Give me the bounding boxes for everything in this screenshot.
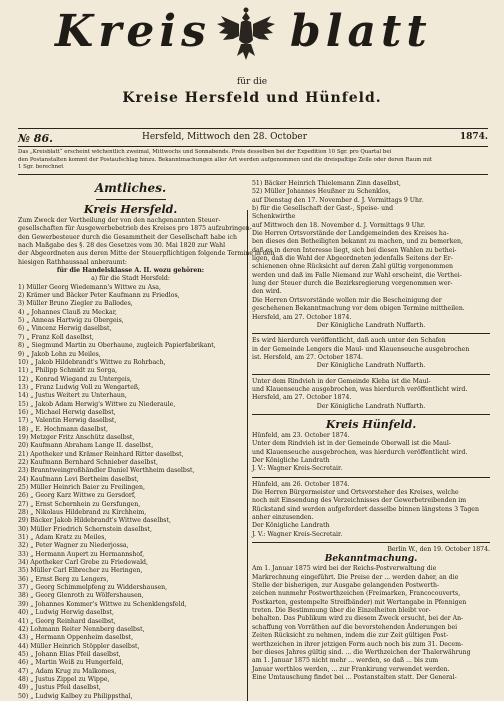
right-text-line: Hünfeld, am 26. October 1874. — [252, 480, 350, 488]
intro-line: der Abgeordneten aus deren Mitte der Steuerpflichtigen folgende Termine in den — [18, 250, 275, 258]
right-text-line: auf Dienstag den 17. November d. J. Vormittags 9 Uhr. — [252, 196, 424, 204]
entry-line: 14) „ Justus Weitert zu Unterhaun, — [18, 392, 127, 400]
masthead-fuer: für die — [236, 77, 268, 87]
right-text-line: schaffung von Vorräthen auf die bevorstehenden Änderungen bei — [252, 623, 458, 631]
entry-line: 25) Müller Heinrich Baier zu Freilingen, — [18, 484, 145, 491]
right-text-line: den wird. — [252, 288, 282, 296]
right-text-line: ben dieses den Betheiligten bekannt zu machen, und zu bemerken, — [252, 238, 463, 246]
entry-line: 36) „ Ernst Berg zu Lengers, — [18, 575, 109, 583]
right-text-line: in der Gemeinde Lengers die Maul- und Klauenseuche ausgebrochen — [252, 345, 470, 353]
masthead-title-right: blatt — [290, 6, 432, 57]
entry-line: 11) „ Philipp Schmidt zu Sorga, — [18, 367, 118, 375]
right-text-line: Unter dem Rindvieh ist in der Gemeinde Oberwall ist die Maul- — [252, 440, 451, 448]
right-text-line: Es wird hierdurch veröffentlicht, daß auch unter den Schafen — [252, 337, 446, 345]
right-text-line: lung der Steuer durch die Bezirksregierung vorgenommen wer- — [252, 280, 453, 288]
entry-line: 45) „ Johann Elias Pfeil daselbst, — [18, 650, 121, 658]
entry-line: 8) „ Siegmund Martin zu Oberhaune, zugleich Papierfabrikant, — [18, 342, 216, 350]
right-text-line: geschehenen Bekanntmachung vor dem obigen Termine mittheilen. — [252, 305, 465, 313]
entry-line: 37) „ Georg Schimmelpfeng zu Widdershausen, — [18, 584, 168, 592]
right-text-line: Postkarten, gestempelte Streifbänder) mit Wertangabe in Pfennigen — [252, 598, 467, 606]
bekanntmachung-heading: Bekanntmachung. — [324, 554, 418, 565]
intro-line: hiesigen Rathhaussaal anberaumt: — [18, 258, 128, 266]
entry-line: 20) Kaufmann Abraham Lange II. daselbst, — [18, 442, 154, 450]
right-text-line: Die Herren Bürgermeister und Ortsvorsteher des Kreises, welche — [252, 489, 459, 496]
huenfeld-notice-2 — [252, 481, 490, 539]
right-text-line: 52) Müller Johannes Heußner zu Schenklos, — [252, 188, 391, 196]
intro-line: Zum Zweck der Vertheilung der von den nachgenannten Steuer- — [18, 217, 221, 224]
section-heading: Amtliches. — [94, 181, 167, 195]
right-text-line: Der Königliche Landrath — [252, 456, 330, 464]
right-text-line: Hünfeld, am 23. October 1874. — [252, 431, 350, 439]
signature: Der Königliche Landrath Nuffarth. — [316, 321, 426, 329]
right-text-line: und Klauenseuche ausgebrochen, was hierdurch veröffentlicht wird. — [252, 385, 468, 393]
bekanntmachung-text — [252, 565, 490, 682]
entry-line: 9) „ Jakob Lohn zu Meiles, — [18, 350, 101, 358]
section-rule — [252, 414, 490, 415]
heading-rule — [96, 199, 166, 200]
kreis-heading: Kreis Hersfeld. — [83, 203, 178, 216]
entry-line: 30) Müller Friedrich Schernstein daselbst, — [18, 525, 152, 533]
entry-line: 12) „ Konrad Wiegand zu Untergeis, — [18, 375, 132, 383]
right-text-line: schienenen ohne Rücksicht auf deren Zahl gültig vorgenommen — [252, 263, 454, 271]
right-text-line: ber dieses Jahres gültig sind. ... die Werthzeichen der Thalerwährung — [252, 648, 471, 656]
entry-line: 2) Krämer und Bäcker Peter Kaufmann zu Friedlos, — [18, 292, 180, 300]
entry-line: 23) Branntweingroßhändler Daniel Werthheim daselbst, — [18, 467, 195, 475]
entry-line: 3) Müller Bruno Ziegler zu Ballodes, — [18, 300, 133, 308]
notice-line: 1 Sgr. berechnet — [18, 164, 64, 170]
entry-line: 26) „ Georg Karz Wittwe zu Gersdorf, — [18, 492, 136, 500]
entry-line: 10) „ Jakob Hildebrandt's Wittwe zu Rohrbach, — [18, 358, 166, 366]
right-text-line: J. V.: Wagner Kreis-Secretair. — [252, 465, 343, 473]
right-text-line: am 1. Januar 1875 nicht mehr ... werden, so daß ... bis zum — [252, 657, 439, 665]
right-column — [252, 180, 490, 682]
intro-text — [18, 217, 275, 284]
entry-line: 16) „ Michael Herwig daselbst, — [18, 408, 116, 416]
entry-line: 22) Kaufmann Bernhard Schnieber daselbst, — [18, 458, 158, 466]
entry-line: 35) Müller Carl Elbrecher zu Heringen, — [18, 567, 143, 575]
right-text-line: werthzeichen in ihrer jetzigen Form auch noch bis zum 31. Decem- — [252, 640, 464, 648]
section-rule — [252, 374, 490, 375]
right-text-line: Unter dem Rindvieh in der Gemeinde Kleba ist die Maul- — [252, 377, 431, 385]
entry-line: 18) „ E. Hochmann daselbst, — [18, 425, 108, 433]
entry-line: 39) „ Johannes Kommer's Wittwe zu Schenklengsfeld, — [18, 600, 187, 608]
subscription-notice — [18, 149, 488, 172]
masthead — [0, 0, 504, 130]
section-rule — [252, 477, 490, 478]
notice-line: Das „Kreisblatt“ erscheint wöchentlich zweimal, Mittwochs und Sonnabends. Preis desselben bei der Expedition 10 Sgr. pro Quartal bei — [18, 149, 392, 155]
entry-line: 46) „ Martin Weiß zu Hungerfeld, — [18, 659, 124, 667]
right-text-line: Zeiten Rücksicht zu nehmen, indem die zur Zeit gültigen Post- — [252, 632, 449, 640]
masthead-title-left: Kreis — [55, 6, 211, 57]
section-rule — [252, 542, 490, 543]
right-text-line: treten. Die Bestimmung über die Einzelheiten bleibt vor- — [252, 607, 431, 615]
entry-line: 44) Müller Heinrich Stöppler daselbst, — [18, 642, 140, 650]
seuche-notice — [252, 337, 490, 362]
column-divider — [247, 210, 248, 701]
notice-rule — [18, 174, 488, 175]
entry-line: 48) „ Justus Zippel zu Wippe, — [18, 675, 110, 683]
right-text-line: Die Herren Ortsvorstände wollen mir die Bescheinigung der — [252, 296, 442, 304]
entry-line: 5) „ Anneas Hartwig zu Obergeis, — [18, 317, 124, 325]
intro-line: a) für die Stadt Hersfeld: — [91, 275, 170, 283]
eagle-crest-icon — [215, 6, 277, 66]
right-text-line: ist. Hersfeld, am 27. October 1874. — [252, 353, 363, 361]
entry-line: 21) Apotheker und Krämer Reinhard Ritter daselbst, — [18, 450, 184, 458]
dateline — [18, 132, 488, 146]
entry-line: 4) „ Johannes Clauß zu Meckar, — [18, 308, 117, 316]
right-text-line: 51) Bäcker Heinrich Thielemann Zinn daselbst, — [252, 180, 401, 187]
right-text-line: Markrechnung eingeführt. Die Preise der ... werden daher, an die — [252, 573, 459, 581]
right-text-line: noch mit Einsendung des Verzeichnisses der Gewerbetreibenden im — [252, 497, 467, 505]
entry-line: 17) „ Valentin Herwig daselbst, — [18, 417, 117, 425]
signature: Der Königliche Landrath Nuffarth. — [316, 362, 426, 370]
entry-line: 40) „ Ludwig Herwig daselbst, — [18, 609, 114, 617]
right-text-line: Am 1. Januar 1875 wird bei der Reichs-Postverwaltung die — [252, 565, 437, 573]
entry-line: 50) „ Ludwig Kalbey zu Philippsthal, — [18, 692, 133, 700]
intro-line: nach Maßgabe des §. 28 des Gesetzes vom 30. Mai 1820 zur Wahl — [18, 242, 226, 250]
right-text-line: Schenkwirthe — [252, 213, 296, 221]
right-text-line: zeichen nunmehr Postwerthzeichen (Freimarken, Francocouverts, — [252, 590, 461, 598]
entry-line: 33) „ Hermann Aupert zu Hermannshof, — [18, 550, 145, 558]
berlin-dateline: Berlin W., den 19. October 1874. — [387, 546, 490, 554]
entry-line: 15) „ Jakob Adam Herwig's Wittwe zu Niederaule, — [18, 400, 176, 408]
entry-line: 28) „ Nikolaus Hildebrand zu Kirchheim, — [18, 509, 147, 517]
notice-line: den Postanstalten kommt der Postaufschlag hinzu. Bekanntmachungen aller Art werden aufgenommen und die dreispaltige Zeile oder deren Raum mit — [18, 156, 433, 163]
section-rule — [252, 333, 490, 334]
right-text-line: daß es in deren Interesse liegt, sich bei diesen Wahlen zu bethei- — [252, 246, 457, 254]
entry-line: 34) Apotheker Carl Grebe zu Friedewald, — [18, 559, 148, 567]
right-text-line: auf Mittwoch den 18. November d. J. Vormittags 9 Uhr. — [252, 221, 426, 229]
entry-line: 38) „ Georg Glenroth zu Wölfershausen, — [18, 592, 144, 600]
entry-line: 43) „ Hermann Oppenheim daselbst, — [18, 634, 134, 642]
masthead-subtitle: Kreise Hersfeld und Hünfeld. — [122, 90, 382, 106]
entry-line: 19) Metzger Fritz Anschütz daselbst, — [18, 433, 135, 441]
entry-line: 41) „ Georg Reinhard daselbst, — [18, 617, 116, 625]
entry-line: 32) „ Peter Wagner zu Niederjossa, — [18, 542, 129, 550]
right-text-line: Hersfeld, am 27. October 1874. — [252, 394, 352, 402]
top-rule — [18, 128, 488, 129]
right-text-line: behalten. Das Publikum wird zu diesem Zweck ersucht, bei der An- — [252, 615, 464, 623]
entry-line: 24) Kaufmann Levi Bertheim daselbst, — [18, 475, 139, 483]
issue-date: Hersfeld, Mittwoch den 28. October — [142, 132, 308, 142]
rindvieh-notice — [252, 378, 490, 403]
entry-line: 29) Bäcker Jakob Hildebrandt's Wittwe daselbst, — [18, 517, 171, 525]
signature: Der Königliche Landrath Nuffarth. — [316, 402, 426, 410]
kreis-huenfeld-heading: Kreis Hünfeld. — [325, 417, 417, 431]
right-text-line: ligen, daß die Wahl der Abgeordneten jedenfalls Seitens der Er- — [252, 255, 453, 263]
right-text-line: Hersfeld, am 27. October 1874. — [252, 313, 352, 321]
right-text-line: werden und daß im Falle Niemand zur Wahl erscheint, die Verthei- — [252, 271, 462, 279]
entry-line: 7) „ Franz Koll daselbst, — [18, 333, 94, 341]
dateline-rule — [18, 146, 488, 147]
entry-line: 47) „ Adam Krug zu Malkomes, — [18, 667, 117, 675]
intro-line: für die Handelsklasse A. II. wozu gehören: — [56, 267, 205, 275]
right-text-line: und Klauenseuche ausgebrochen, was hierdurch veröffentlicht wird. — [252, 448, 468, 456]
right-text-line: b) für die Gesellschaft der Gast-, Speise- und — [252, 205, 394, 213]
entry-line: 27) „ Ernst Schernhein zu Gersfungen, — [18, 500, 141, 508]
entries-list — [18, 284, 243, 701]
entry-line: 1) Müller Georg Wiedemann's Wittwe zu Asa, — [18, 283, 161, 291]
entry-line: 6) „ Vincenz Herwig daselbst, — [18, 325, 112, 333]
entry-line: 13) „ Franz Ludwig Voll zu Wengarteß, — [18, 383, 140, 391]
right-text-line: Eine Umtauschung findet bei ... Postanstalten statt. Der General- — [252, 673, 457, 681]
huenfeld-notice-1 — [252, 432, 490, 474]
entry-line: 49) „ Justus Pfeil daselbst, — [18, 684, 101, 692]
intro-line: den Gewerbesteuer durch die Gesammtheit der Gesellschaft habe ich — [18, 233, 237, 241]
intro-line: gesellschaften für Ausgewerbebetrieb des Kreises pro 1875 aufzubringen- — [18, 225, 252, 233]
right-text-line: J. V.: Wagner Kreis-Secretair. — [252, 530, 343, 538]
issue-year: 1874. — [459, 132, 488, 142]
right-text-line: Der Königliche Landrath — [252, 522, 330, 530]
right-text-line: Rückstand sind werden aufgefordert dasselbe binnen längstens 3 Tagen — [252, 505, 479, 513]
right-text-line: Die Herren Ortsvorstände der Landgemeinden des Kreises ha- — [252, 230, 449, 238]
right-text-line: anher einzusenden. — [252, 514, 314, 522]
issue-number: № 86. — [18, 132, 53, 145]
right-text-line: Stelle der bisherigen, zur Ausgabe gelangenden Postwerth- — [252, 582, 440, 590]
entry-line: 31) „ Adam Kratz zu Meiles, — [18, 534, 107, 542]
right-text-line: Januar werthlos werden, ... zur Frankirung verwendet werden. — [252, 665, 450, 673]
entry-line: 42) Lohmann Reiter Nennberg daselbst, — [18, 625, 145, 633]
right-top-text — [252, 180, 490, 322]
